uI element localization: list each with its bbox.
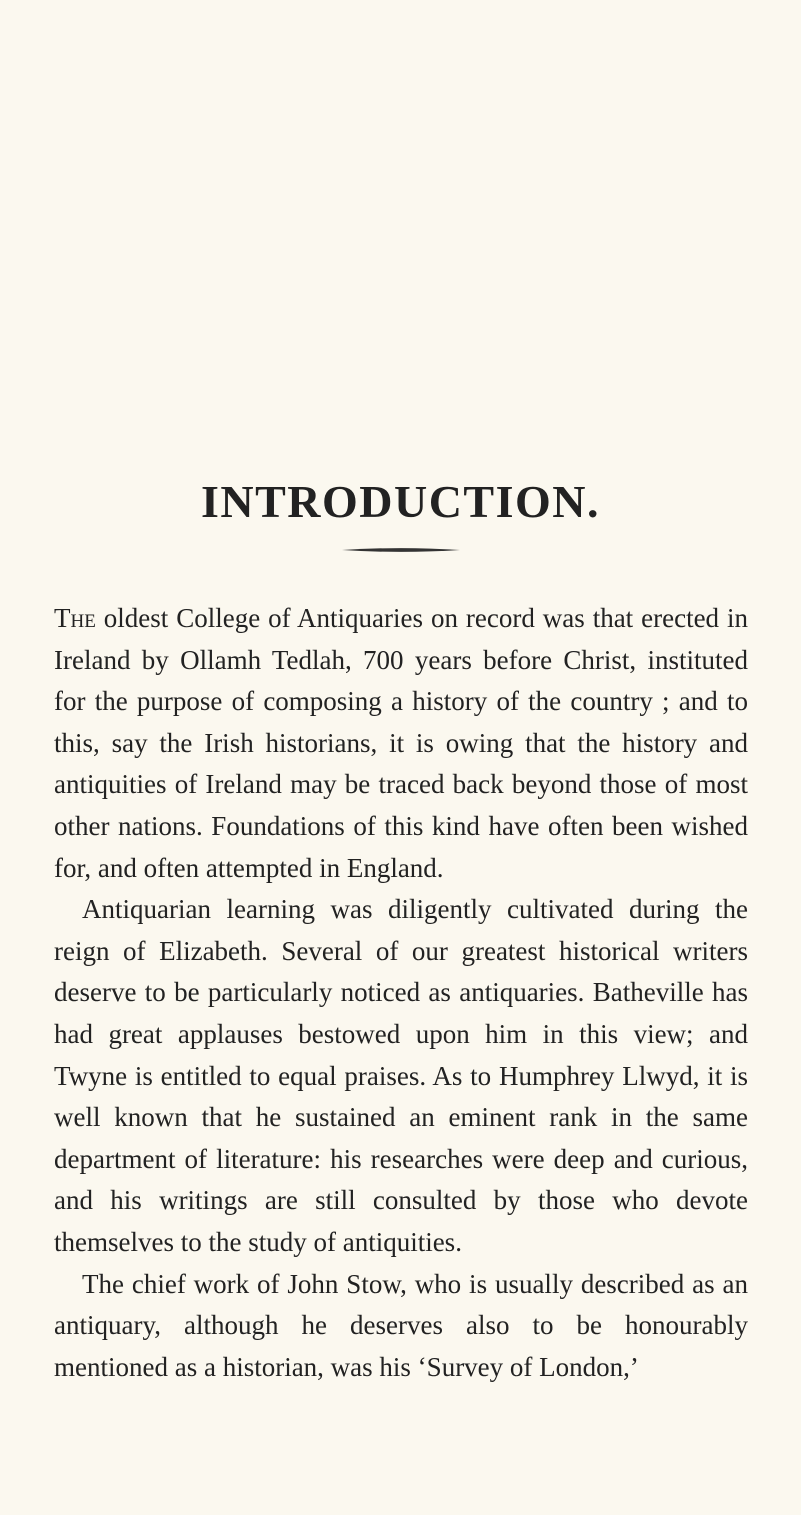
paragraph-lead-word: The [54, 603, 96, 633]
body-text [54, 598, 748, 1388]
paragraph [54, 598, 748, 889]
paragraph [54, 889, 748, 1263]
paragraph-text: oldest College of Antiquaries on record was that erected in Ireland by Ollamh Tedlah, 700 years before Christ, instituted for the purpose of composing a history of the country ; and to this, say the Irish historians, it is owing that the history and antiquities of Ireland may be traced back beyond those of most other nations. Foundations of this kind have often been wished for, and often attempted in England. [54, 603, 748, 883]
paragraph-text: The chief work of John Stow, who is usually described as an antiquary, although he deserves also to be honourably mentioned as a historian, was his ‘Survey of London,’ [54, 1268, 748, 1382]
page-title: INTRODUCTION. [200, 475, 601, 527]
paragraph-text: Antiquarian learning was diligently cultivated during the reign of Elizabeth. Several of our greatest historical writers deserve to be particularly noticed as antiquaries. Batheville has had great applauses bestowed upon him in this view; and Twyne is entitled to equal praises. As to Humphrey Llwyd, it is well known that he sustained an eminent rank in the same department of literature: his researches were deep and curious, and his writings are still consulted by those who devote themselves to the study of antiquities. [54, 894, 748, 1257]
decorative-rule [342, 546, 460, 554]
paragraph [54, 1264, 748, 1389]
